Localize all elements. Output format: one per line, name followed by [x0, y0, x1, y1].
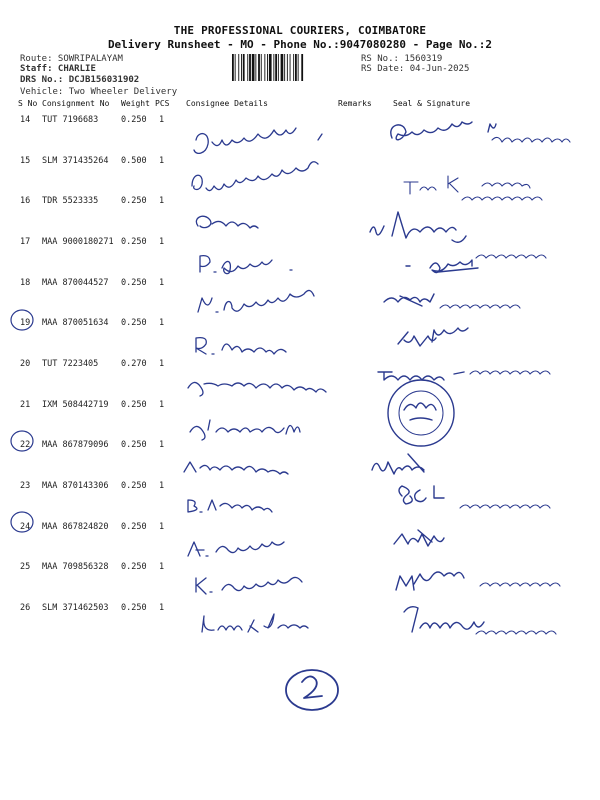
consignee-name-17: [200, 256, 292, 274]
row-consignment: MAA 709856328: [42, 562, 109, 572]
barcode-bar: [252, 54, 255, 81]
row-weight: 0.500: [121, 156, 147, 166]
consignee-signatures: [184, 128, 326, 632]
barcode-bar: [290, 54, 291, 81]
barcode-bar: [298, 54, 299, 81]
consignee-name-24: [188, 542, 284, 556]
barcode-bar: [243, 54, 245, 81]
consignee-name-20: [188, 382, 326, 396]
row-weight: 0.250: [121, 400, 147, 410]
row-sno: 23: [20, 481, 31, 491]
row-consignment: MAA 9000180271: [42, 237, 114, 247]
row-pcs: 1: [159, 115, 165, 125]
phone-20: [470, 371, 550, 374]
consignee-name-14: [194, 128, 322, 153]
barcode-bar: [247, 54, 248, 81]
row-sno: 26: [20, 603, 31, 613]
row-consignment: MAA 870051634: [42, 318, 109, 328]
signature-19: [398, 328, 468, 346]
row-sno: 14: [20, 115, 31, 125]
barcode-image: [232, 54, 354, 81]
row-sno: 16: [20, 196, 31, 206]
col-remarks: Remarks: [338, 99, 372, 108]
drs-number: DRS No.: DCJB156031902: [20, 75, 140, 85]
signature-17: [406, 260, 478, 273]
barcode-bar: [293, 54, 294, 81]
barcode-bar: [273, 54, 274, 81]
consignee-name-15: [192, 162, 318, 191]
row-pcs: 1: [159, 278, 165, 288]
row-consignment: MAA 870143306: [42, 481, 109, 491]
barcode-bar: [295, 54, 297, 81]
row-weight: 0.250: [121, 562, 147, 572]
row-consignment: TUT 7223405: [42, 359, 99, 369]
phone-26: [476, 631, 556, 634]
row-consignment: SLM 371435264: [42, 156, 109, 166]
row-pcs: 1: [159, 440, 165, 450]
signature-16: [370, 212, 466, 242]
consignee-name-18: [198, 290, 314, 312]
barcode-bar: [258, 54, 260, 81]
phone-25: [480, 583, 560, 586]
signature-14: [391, 122, 496, 140]
barcode-bar: [261, 54, 262, 81]
barcode-bar: [264, 54, 265, 81]
consignee-name-26: [202, 614, 308, 632]
barcode-bar: [278, 54, 279, 81]
row-weight: 0.250: [121, 278, 147, 288]
rs-number: RS No.: 1560319: [361, 54, 443, 64]
row-sno: 18: [20, 278, 31, 288]
row-sno: 24: [20, 522, 31, 532]
row-sno: 17: [20, 237, 31, 247]
barcode-bar: [232, 54, 234, 81]
row-pcs: 1: [159, 156, 165, 166]
row-pcs: 1: [159, 562, 165, 572]
row-weight: 0.250: [121, 522, 147, 532]
col-sno: S No: [18, 99, 38, 108]
phone-14: [492, 137, 570, 142]
col-weight: Weight: [121, 99, 150, 108]
signature-18: [384, 294, 434, 306]
row-sno: 20: [20, 359, 31, 369]
row-weight: 0.250: [121, 603, 147, 613]
phone-17: [476, 255, 546, 258]
row-sno: 15: [20, 156, 31, 166]
barcode-bar: [249, 54, 251, 81]
row-consignment: TUT 7196683: [42, 115, 99, 125]
staff-label: Staff: CHARLIE: [20, 64, 96, 74]
barcode-bar: [235, 54, 236, 81]
signature-15: [404, 176, 530, 194]
row-sno: 25: [20, 562, 31, 572]
row-sno: 21: [20, 400, 31, 410]
row-pcs: 1: [159, 359, 165, 369]
row-weight: 0.250: [121, 196, 147, 206]
row-consignment: MAA 867824820: [42, 522, 109, 532]
phone-18: [440, 305, 520, 308]
barcode-bar: [281, 54, 284, 81]
signature-25: [396, 572, 464, 590]
consignee-name-25: [196, 577, 302, 594]
signature-26: [404, 607, 484, 632]
row-weight: 0.250: [121, 318, 147, 328]
col-consignee: Consignee Details: [186, 99, 268, 108]
consignee-name-23: [188, 500, 272, 512]
vehicle-label: Vehicle: Two Wheeler Delivery: [20, 87, 178, 97]
barcode-bar: [284, 54, 285, 81]
col-pcs: PCS: [155, 99, 170, 108]
consignee-name-22: [184, 462, 288, 474]
rs-date: RS Date: 04-Jun-2025: [361, 64, 470, 74]
barcode-bar: [269, 54, 272, 81]
row-sno: 22: [20, 440, 31, 450]
company-seal-stamp: [388, 380, 454, 446]
col-seal-signature: Seal & Signature: [393, 99, 471, 108]
row-pcs: 1: [159, 603, 165, 613]
consignee-name-21: [190, 420, 300, 440]
signature-23: [399, 486, 444, 504]
signature-22: [372, 454, 424, 474]
row-sno: 19: [20, 318, 31, 328]
row-pcs: 1: [159, 318, 165, 328]
phone-23: [460, 505, 550, 508]
page-number-mark: [286, 670, 338, 710]
consignee-name-19: [196, 338, 286, 354]
row-weight: 0.270: [121, 359, 147, 369]
row-pcs: 1: [159, 481, 165, 491]
row-weight: 0.250: [121, 481, 147, 491]
col-consignment: Consignment No: [42, 99, 110, 108]
row-pcs: 1: [159, 237, 165, 247]
row-weight: 0.250: [121, 115, 147, 125]
company-title: THE PROFESSIONAL COURIERS, COIMBATORE: [173, 24, 427, 37]
row-consignment: SLM 371462503: [42, 603, 109, 613]
row-consignment: MAA 867879096: [42, 440, 109, 450]
row-pcs: 1: [159, 522, 165, 532]
row-consignment: IXM 508442719: [42, 400, 109, 410]
signature-24: [394, 530, 444, 546]
seal-signatures: [370, 122, 570, 634]
barcode-bar: [255, 54, 256, 81]
barcode-bar: [301, 54, 303, 81]
phone-15: [462, 197, 542, 200]
barcode-bar: [238, 54, 239, 81]
signature-20: [378, 372, 464, 380]
barcode-bar: [267, 54, 268, 81]
row-consignment: TDR 5523335: [42, 196, 99, 206]
runsheet-subtitle: Delivery Runsheet - MO - Phone No.:9047080280 - Page No.:2: [107, 38, 493, 51]
consignee-name-16: [196, 216, 258, 228]
row-consignment: MAA 870044527: [42, 278, 109, 288]
barcode-bar: [287, 54, 288, 81]
row-weight: 0.250: [121, 237, 147, 247]
row-weight: 0.250: [121, 440, 147, 450]
route-label: Route: SOWRIPALAYAM: [20, 54, 123, 64]
row-pcs: 1: [159, 400, 165, 410]
barcode-bar: [275, 54, 277, 81]
row-pcs: 1: [159, 196, 165, 206]
barcode-bar: [241, 54, 242, 81]
